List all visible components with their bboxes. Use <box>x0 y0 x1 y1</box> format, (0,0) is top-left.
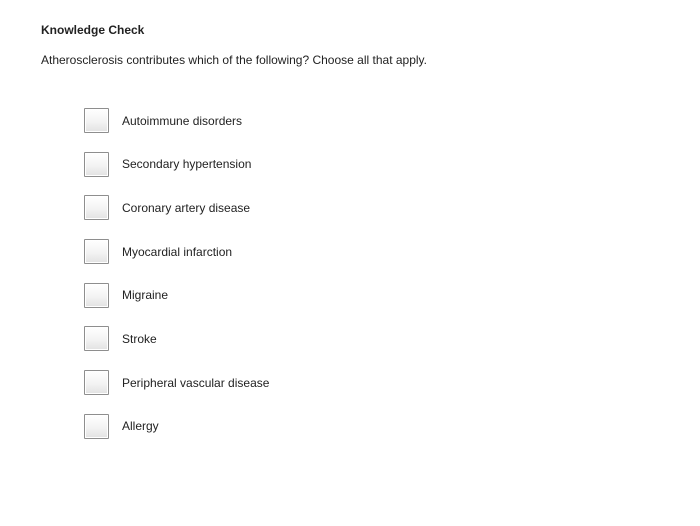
option-label: Autoimmune disorders <box>122 113 243 128</box>
option-checkbox[interactable] <box>84 152 109 177</box>
question-text: Atherosclerosis contributes which of the following? Choose all that apply. <box>41 53 427 67</box>
option-checkbox[interactable] <box>84 108 109 133</box>
option-label: Myocardial infarction <box>122 244 233 259</box>
answer-options-list <box>84 108 269 458</box>
option-stroke[interactable] <box>84 326 269 351</box>
option-migraine[interactable] <box>84 283 269 308</box>
option-autoimmune-disorders[interactable] <box>84 108 269 133</box>
option-myocardial-infarction[interactable] <box>84 239 269 264</box>
option-label: Migraine <box>122 288 169 303</box>
option-label: Peripheral vascular disease <box>122 375 270 390</box>
option-label: Allergy <box>122 419 159 434</box>
option-checkbox[interactable] <box>84 414 109 439</box>
option-checkbox[interactable] <box>84 370 109 395</box>
quiz-title: Knowledge Check <box>41 23 145 37</box>
option-checkbox[interactable] <box>84 195 109 220</box>
option-label: Stroke <box>122 331 157 346</box>
option-label: Coronary artery disease <box>122 200 251 215</box>
option-coronary-artery-disease[interactable] <box>84 195 269 220</box>
option-label: Secondary hypertension <box>122 157 252 172</box>
option-checkbox[interactable] <box>84 283 109 308</box>
option-checkbox[interactable] <box>84 239 109 264</box>
option-checkbox[interactable] <box>84 326 109 351</box>
option-secondary-hypertension[interactable] <box>84 152 269 177</box>
option-peripheral-vascular-disease[interactable] <box>84 370 269 395</box>
option-allergy[interactable] <box>84 414 269 439</box>
